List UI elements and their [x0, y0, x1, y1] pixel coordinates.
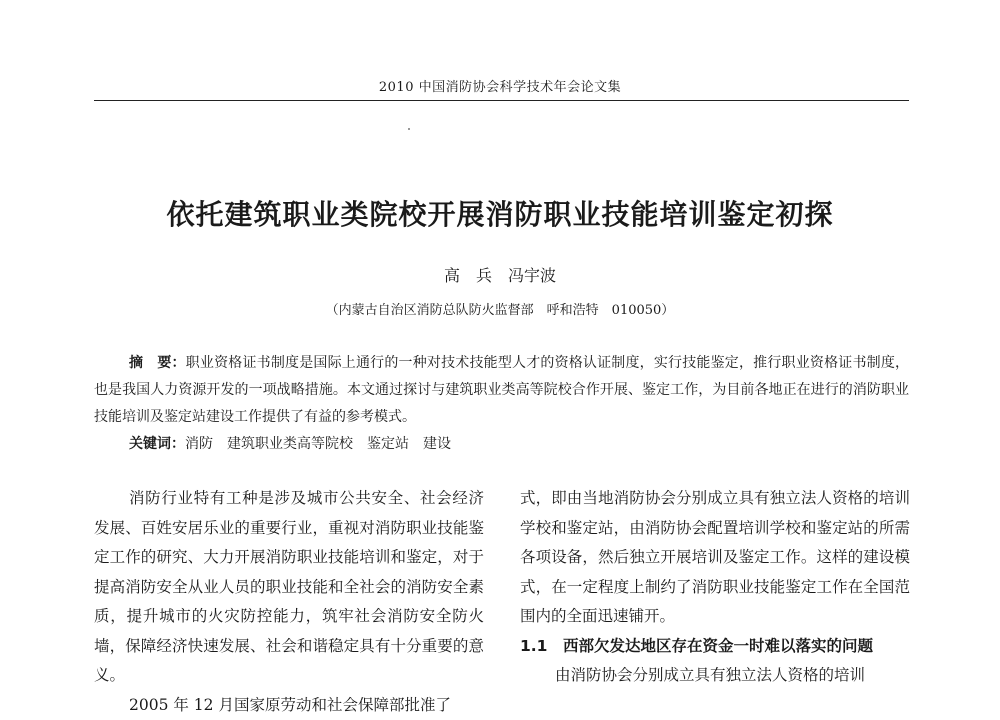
section-heading: 1.1 西部欠发达地区存在资金一时难以落实的问题 — [520, 632, 910, 662]
keywords-line — [94, 431, 909, 458]
abstract-text: 职业资格证书制度是国际上通行的一种对技术技能型人才的资格认证制度，实行技能鉴定，推行职业资格证书制度，也是我国人力资源开发的一项战略措施。本文通过探讨与建筑职业类高等院校合作开展、鉴定工作，为目前各地正在进行的消防职业技能培训及鉴定站建设工作提供了有益的参考模式。 — [94, 355, 909, 425]
body-paragraph: 由消防协会分别成立具有独立法人资格的培训 — [520, 661, 910, 691]
paper-affiliation: （内蒙古自治区消防总队防火监督部 呼和浩特 010050） — [0, 299, 1000, 318]
keywords-text: 消防 建筑职业类高等院校 鉴定站 建设 — [185, 436, 451, 452]
body-paragraph: 消防行业特有工种是涉及城市公共安全、社会经济发展、百姓安居乐业的重要行业，重视对消防职业技能鉴定工作的研究、大力开展消防职业技能培训和鉴定，对于提高消防安全从业人员的职业技能和全社会的消防安全素质，提升城市的火灾防控能力，筑牢社会消防安全防火墙，保障经济快速发展、社会和谐稳定具有十分重要的意义。 — [94, 484, 484, 691]
paper-title: 依托建筑职业类院校开展消防职业技能培训鉴定初探 — [0, 193, 1000, 233]
abstract-paragraph — [94, 350, 909, 431]
abstract-label: 摘 要： — [129, 355, 186, 371]
speck-mark — [408, 128, 410, 130]
header-rule — [94, 100, 909, 101]
right-column — [520, 484, 910, 691]
running-header: 2010 中国消防协会科学技术年会论文集 — [0, 76, 1000, 95]
body-paragraph: 2005 年 12 月国家原劳动和社会保障部批准了 — [94, 691, 484, 720]
body-paragraph: 式，即由当地消防协会分别成立具有独立法人资格的培训学校和鉴定站，由消防协会配置培训学校和鉴定站的所需各项设备，然后独立开展培训及鉴定工作。这样的建设模式，在一定程度上制约了消防职业技能鉴定工作在全国范围内的全面迅速铺开。 — [520, 484, 910, 632]
keywords-label: 关键词： — [129, 436, 185, 452]
abstract-block — [94, 350, 909, 458]
paper-authors: 高 兵 冯宇波 — [0, 263, 1000, 286]
